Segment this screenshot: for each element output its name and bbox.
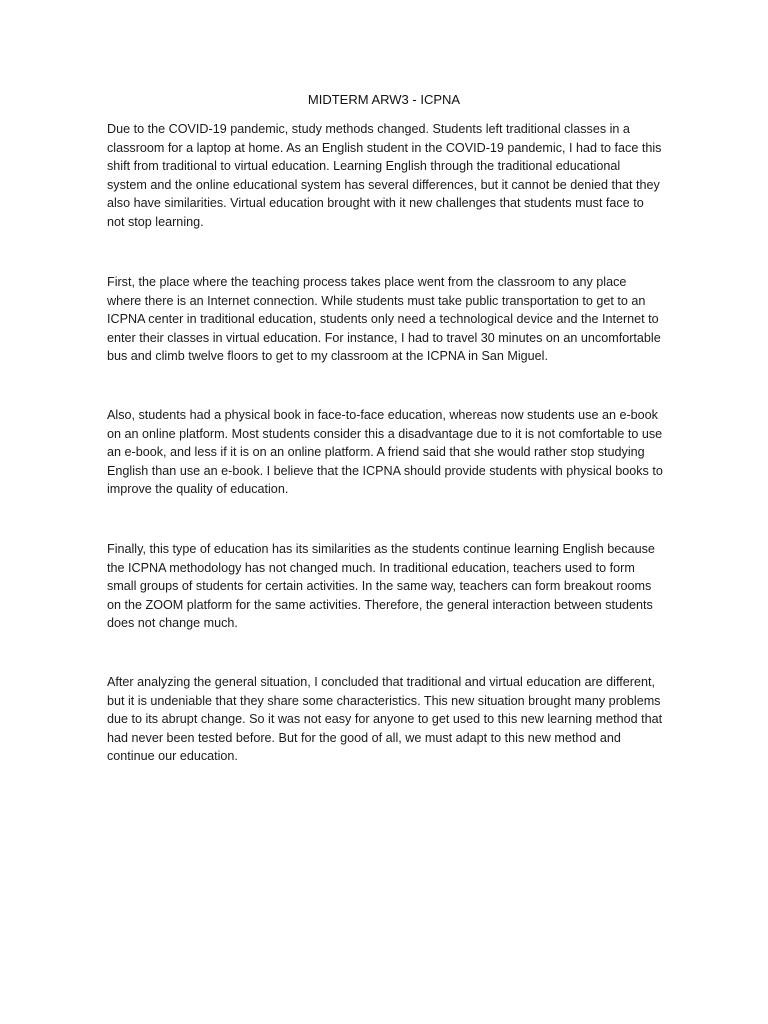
paragraph-introduction: Due to the COVID-19 pandemic, study methods changed. Students left traditional classes in a classroom for a laptop at home. As an English student in the COVID-19 pandemic, I had to face this shift from traditional to virtual education. Learning English through the traditional educational system and the online educational system has several differences, but it cannot be denied that they also have similarities. Virtual education brought with it new challenges that students must face to not stop learning. — [107, 122, 662, 229]
paragraph-similarities: Finally, this type of education has its similarities as the students continue learning English because the ICPNA methodology has not changed much. In traditional education, teachers used to form small groups of students for certain activities. In the same way, teachers can form breakout rooms on the ZOOM platform for the same activities. Therefore, the general interaction between students does not change much. — [107, 542, 655, 631]
paragraph-conclusion: After analyzing the general situation, I concluded that traditional and virtual education are different, but it is undeniable that they share some characteristics. This new situation brought many problems due to its abrupt change. So it was not easy for anyone to get used to this new learning method that had never been tested before. But for the good of all, we must adapt to this new method and continue our education. — [107, 675, 663, 764]
document-title: MIDTERM ARW3 - ICPNA — [307, 92, 461, 107]
paragraph-books: Also, students had a physical book in face-to-face education, whereas now students use an e-book on an online platform. Most students consider this a disadvantage due to it is not comfortable to use an e-book, and less if it is on an online platform. A friend said that she would rather stop studying English than use an e-book. I believe that the ICPNA should provide students with physical books to improve the quality of education. — [107, 408, 663, 497]
paragraph-place: First, the place where the teaching process takes place went from the classroom to any place where there is an Internet connection. While students must take public transportation to get to an ICPNA center in traditional education, students only need a technological device and the Internet to enter their classes in virtual education. For instance, I had to travel 30 minutes on an uncomfortable bus and climb twelve floors to get to my classroom at the ICPNA in San Miguel. — [107, 275, 661, 364]
